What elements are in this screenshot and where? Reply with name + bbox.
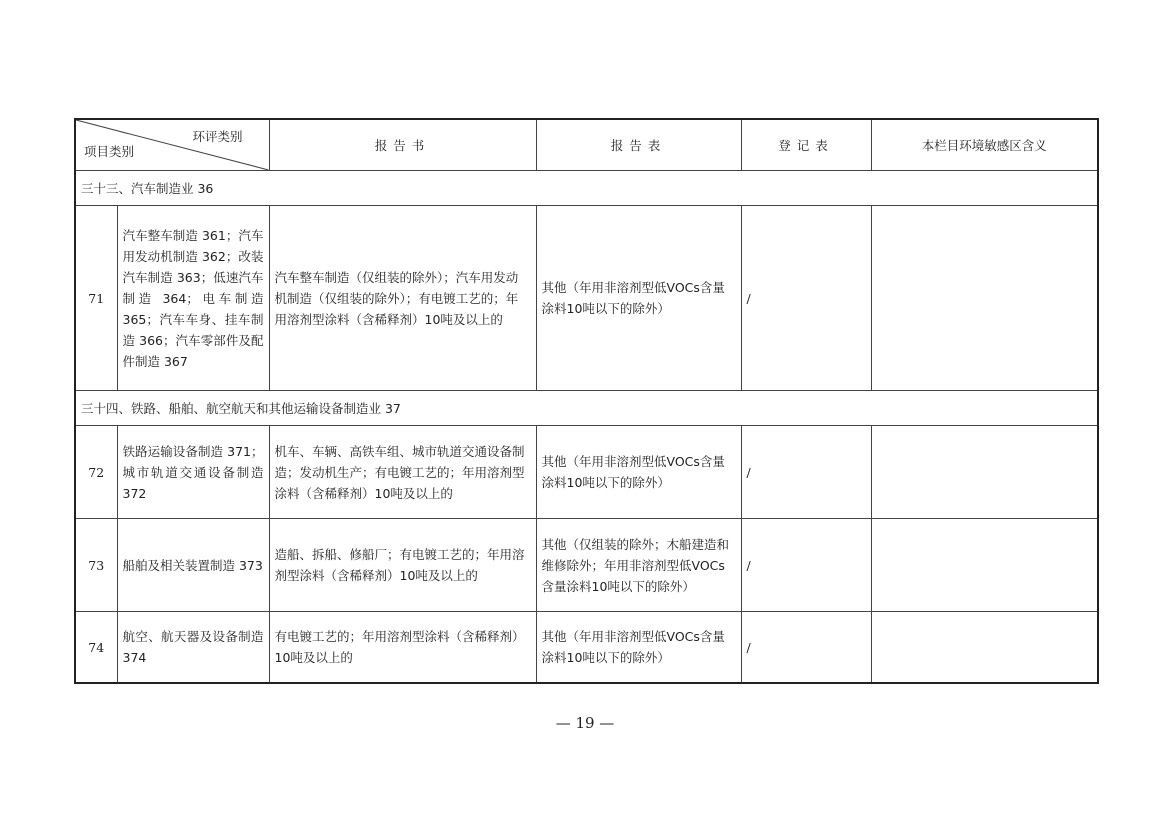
column-header-register: 登记表: [741, 119, 871, 171]
table-row: [75, 519, 1098, 612]
classification-table: [74, 118, 1099, 684]
section-row: [75, 391, 1098, 426]
table-header-row: [75, 119, 1098, 171]
project-category: 航空、航天器及设备制造 374: [117, 612, 269, 684]
report-form-criteria: 其他（年用非溶剂型低VOCs含量涂料10吨以下的除外）: [536, 612, 741, 684]
register-criteria: /: [741, 426, 871, 519]
column-header-sensitive-area: 本栏目环境敏感区含义: [871, 119, 1098, 171]
column-header-report-form: 报告表: [536, 119, 741, 171]
register-criteria: /: [741, 612, 871, 684]
column-header-report-book: 报告书: [269, 119, 536, 171]
report-book-criteria: 机车、车辆、高铁车组、城市轨道交通设备制造；发动机生产；有电镀工艺的；年用溶剂型涂料（含稀释剂）10吨及以上的: [269, 426, 536, 519]
section-title: 三十三、汽车制造业 36: [75, 171, 1098, 206]
corner-top-label: 环评类别: [192, 129, 243, 144]
table-row: [75, 612, 1098, 684]
project-category: 汽车整车制造 361；汽车用发动机制造 362；改装汽车制造 363；低速汽车制造 364；电车制造 365；汽车车身、挂车制造 366；汽车零部件及配件制造 367: [117, 206, 269, 391]
row-number: 74: [75, 612, 117, 684]
sensitive-area-cell: [871, 612, 1098, 684]
project-category: 船舶及相关装置制造 373: [117, 519, 269, 612]
row-number: 73: [75, 519, 117, 612]
row-number: 72: [75, 426, 117, 519]
project-category: 铁路运输设备制造 371；城市轨道交通设备制造 372: [117, 426, 269, 519]
register-criteria: /: [741, 206, 871, 391]
sensitive-area-cell: [871, 426, 1098, 519]
report-form-criteria: 其他（仅组装的除外；木船建造和维修除外；年用非溶剂型低VOCs含量涂料10吨以下的除外）: [536, 519, 741, 612]
sensitive-area-cell: [871, 519, 1098, 612]
section-title: 三十四、铁路、船舶、航空航天和其他运输设备制造业 37: [75, 391, 1098, 426]
register-criteria: /: [741, 519, 871, 612]
corner-header-cell: [75, 119, 269, 171]
sensitive-area-cell: [871, 206, 1098, 391]
report-book-criteria: 有电镀工艺的；年用溶剂型涂料（含稀释剂）10吨及以上的: [269, 612, 536, 684]
section-row: [75, 171, 1098, 206]
report-book-criteria: 造船、拆船、修船厂；有电镀工艺的；年用溶剂型涂料（含稀释剂）10吨及以上的: [269, 519, 536, 612]
report-form-criteria: 其他（年用非溶剂型低VOCs含量涂料10吨以下的除外）: [536, 426, 741, 519]
corner-bottom-label: 项目类别: [84, 144, 135, 159]
report-book-criteria: 汽车整车制造（仅组装的除外）；汽车用发动机制造（仅组装的除外）；有电镀工艺的；年用溶剂型涂料（含稀释剂）10吨及以上的: [269, 206, 536, 391]
row-number: 71: [75, 206, 117, 391]
page-number: — 19 —: [555, 714, 615, 732]
table-row: [75, 206, 1098, 391]
table-row: [75, 426, 1098, 519]
report-form-criteria: 其他（年用非溶剂型低VOCs含量涂料10吨以下的除外）: [536, 206, 741, 391]
